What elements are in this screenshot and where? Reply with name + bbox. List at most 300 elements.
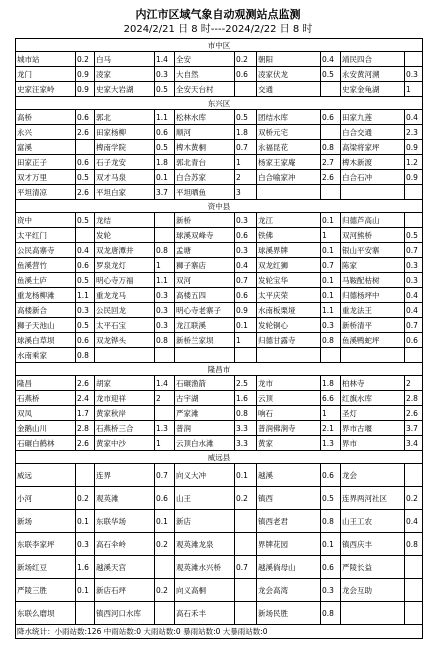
- rainfall-value: [235, 348, 257, 363]
- rainfall-value: 1.3: [321, 436, 341, 451]
- rainfall-value: [405, 52, 423, 67]
- rainfall-value: 0.2: [235, 52, 257, 67]
- rainfall-value: 0.7: [235, 140, 257, 155]
- rainfall-value: 1.1: [155, 273, 175, 288]
- rainfall-value: 0.3: [235, 213, 257, 228]
- rainfall-value: 0.8: [321, 510, 341, 533]
- rain-summary: 降水统计：小雨站数:126 中雨站数:0 大雨站数:0 暴雨站数:0 大暴雨站数:0: [16, 625, 423, 639]
- station-name: 球溪白草坝: [16, 333, 76, 348]
- station-name: 朝阳: [257, 52, 321, 67]
- station-name: 陈家: [341, 258, 405, 273]
- station-name: 孟塘: [175, 243, 235, 258]
- station-name: 凌家: [95, 67, 155, 82]
- station-name: 龙江: [257, 213, 321, 228]
- station-name: 白合石冲: [341, 170, 405, 185]
- station-name: 龙会: [341, 464, 405, 487]
- table-row: [16, 436, 423, 451]
- rainfall-value: [76, 464, 95, 487]
- station-name: 龙会高湾: [257, 579, 321, 602]
- station-name: 严家滩: [175, 406, 235, 421]
- rainfall-value: 2.5: [235, 376, 257, 391]
- table-row: [16, 243, 423, 258]
- rainfall-value: 2.6: [76, 376, 95, 391]
- rainfall-value: [405, 348, 423, 363]
- station-name: 田家杨柳: [95, 125, 155, 140]
- station-name: 公民高寨寺: [16, 243, 76, 258]
- station-name: 双才万里: [16, 170, 76, 185]
- table-row: [16, 125, 423, 140]
- rainfall-value: 0.8: [155, 333, 175, 348]
- rainfall-value: 0.3: [405, 258, 423, 273]
- rainfall-value: 0.1: [235, 318, 257, 333]
- rainfall-value: 0.6: [76, 110, 95, 125]
- rainfall-value: 2.8: [405, 391, 423, 406]
- station-name: 城市站: [16, 52, 76, 67]
- rainfall-value: 0.9: [235, 303, 257, 318]
- station-name: 新桥清平: [341, 318, 405, 333]
- station-name: 镇西老君: [257, 510, 321, 533]
- station-name: 球溪双峰寺: [175, 228, 235, 243]
- station-name: 越溪天宫: [95, 556, 155, 579]
- rainfall-value: [405, 579, 423, 602]
- station-name: 田家九莲: [341, 110, 405, 125]
- rainfall-value: 0.3: [155, 318, 175, 333]
- rainfall-value: 2: [235, 170, 257, 185]
- rainfall-value: [155, 602, 175, 625]
- rainfall-value: 0.3: [155, 303, 175, 318]
- rainfall-value: 0.6: [235, 228, 257, 243]
- station-name: 龙江联溪: [175, 318, 235, 333]
- station-name: 双龙铧头: [95, 333, 155, 348]
- station-name: 马鞍配枯树: [341, 273, 405, 288]
- station-name: 新桥兰家坝: [175, 333, 235, 348]
- rainfall-value: 0.2: [76, 52, 95, 67]
- rainfall-value: 0.6: [76, 155, 95, 170]
- station-name: [257, 185, 321, 200]
- station-name: 石碾白鹤林: [16, 436, 76, 451]
- rainfall-value: [155, 348, 175, 363]
- station-name: 明心寺老寨子: [175, 303, 235, 318]
- station-name: 田家正子: [16, 155, 76, 170]
- table-row: [16, 273, 423, 288]
- rainfall-value: 0.5: [235, 110, 257, 125]
- rainfall-value: 1.1: [76, 288, 95, 303]
- rainfall-value: 3.7: [155, 185, 175, 200]
- station-name: 向义大冲: [175, 464, 235, 487]
- rainfall-value: 1.2: [405, 155, 423, 170]
- rainfall-value: 0.9: [405, 170, 423, 185]
- station-name: 连界: [95, 464, 155, 487]
- station-name: 黄家中沙: [95, 436, 155, 451]
- station-name: 双龙唐潭井: [95, 243, 155, 258]
- rainfall-value: [155, 228, 175, 243]
- rainfall-value: 0.8: [321, 333, 341, 348]
- rainfall-value: 0.4: [76, 243, 95, 258]
- station-name: 高石禾丰: [175, 602, 235, 625]
- rainfall-value: 1: [235, 333, 257, 348]
- station-name: 平坦晒鱼: [175, 185, 235, 200]
- table-row: [16, 406, 423, 421]
- station-name: 重龙杨柳滩: [16, 288, 76, 303]
- station-name: 平坦白家: [95, 185, 155, 200]
- section-header-row: [16, 451, 423, 464]
- station-name: 龙会互助: [341, 579, 405, 602]
- station-name: 严陵长益: [341, 556, 405, 579]
- station-name: 石燕桥: [16, 391, 76, 406]
- rainfall-value: 0.6: [76, 258, 95, 273]
- rainfall-value: [321, 82, 341, 97]
- section-title: 东兴区: [16, 97, 423, 110]
- station-name: 红旗水库: [341, 391, 405, 406]
- station-name: 球溪界牌: [257, 243, 321, 258]
- station-name: 鱼溪鸭蛇坪: [341, 333, 405, 348]
- station-name: 平坦清凉: [16, 185, 76, 200]
- station-name: 永福昆花: [257, 140, 321, 155]
- station-name: 柏林寺: [341, 376, 405, 391]
- station-name: [95, 348, 155, 363]
- rainfall-value: 1.4: [155, 52, 175, 67]
- rainfall-value: [235, 510, 257, 533]
- rainfall-value: 0.3: [76, 533, 95, 556]
- rainfall-value: 2.6: [76, 436, 95, 451]
- table-row: [16, 185, 423, 200]
- station-name: 观英滩: [95, 487, 155, 510]
- rainfall-value: 0.5: [155, 140, 175, 155]
- station-name: 古宇湖: [175, 391, 235, 406]
- station-name: 富溪: [16, 140, 76, 155]
- rainfall-value: 2.3: [405, 125, 423, 140]
- station-name: 太平红门: [16, 228, 76, 243]
- station-name: 双凤: [16, 406, 76, 421]
- section-title: 威远县: [16, 451, 423, 464]
- station-table: [15, 38, 423, 639]
- station-name: 高石伞岭: [95, 533, 155, 556]
- station-name: [257, 348, 321, 363]
- table-row: [16, 213, 423, 228]
- table-row: [16, 303, 423, 318]
- table-row: [16, 110, 423, 125]
- table-row: [16, 510, 423, 533]
- rainfall-value: 1.8: [155, 155, 175, 170]
- table-row: [16, 348, 423, 363]
- rainfall-value: [405, 185, 423, 200]
- rainfall-value: 1: [235, 155, 257, 170]
- rainfall-value: 0.4: [235, 258, 257, 273]
- station-name: 白马: [95, 52, 155, 67]
- rainfall-value: 0.8: [321, 140, 341, 155]
- rainfall-value: 2.6: [76, 125, 95, 140]
- station-name: 顺河: [175, 125, 235, 140]
- rainfall-value: 3.3: [235, 436, 257, 451]
- station-name: 白合苏家: [175, 170, 235, 185]
- rainfall-value: 0.6: [405, 333, 423, 348]
- station-name: 椑南学院: [95, 140, 155, 155]
- station-name: 双桥元宅: [257, 125, 321, 140]
- station-name: 狮子寨店: [175, 258, 235, 273]
- station-name: 永兴: [16, 125, 76, 140]
- rainfall-value: 0.7: [321, 258, 341, 273]
- rainfall-value: 0.6: [321, 464, 341, 487]
- rainfall-value: 0.1: [321, 213, 341, 228]
- station-name: 双才马泉: [95, 170, 155, 185]
- rainfall-value: 2.6: [321, 170, 341, 185]
- station-name: 黄家秋岸: [95, 406, 155, 421]
- rainfall-value: 1: [321, 406, 341, 421]
- station-name: 普润佛涧寺: [257, 421, 321, 436]
- station-name: 向义高桐: [175, 579, 235, 602]
- rainfall-value: [321, 125, 341, 140]
- station-name: 龙门: [16, 67, 76, 82]
- rainfall-value: 2.1: [321, 421, 341, 436]
- station-name: 史家汪家岭: [16, 82, 76, 97]
- station-name: 石子龙安: [95, 155, 155, 170]
- table-row: [16, 258, 423, 273]
- rainfall-value: 0.5: [155, 82, 175, 97]
- station-name: 发轮宝华: [257, 273, 321, 288]
- rainfall-value: 0.4: [405, 303, 423, 318]
- rainfall-value: 0.4: [321, 52, 341, 67]
- rainfall-value: 1: [155, 436, 175, 451]
- station-name: [341, 185, 405, 200]
- rainfall-value: 1: [155, 258, 175, 273]
- rainfall-value: 0.7: [405, 243, 423, 258]
- station-name: 罗泉龙灯: [95, 258, 155, 273]
- rainfall-value: 0.3: [321, 318, 341, 333]
- section-header-row: [16, 200, 423, 213]
- rainfall-value: 0.9: [76, 82, 95, 97]
- rainfall-value: 0.5: [321, 67, 341, 82]
- table-row: [16, 155, 423, 170]
- rainfall-value: 0.4: [405, 110, 423, 125]
- rainfall-value: 0.5: [321, 487, 341, 510]
- rainfall-value: 0.1: [321, 243, 341, 258]
- station-name: 公民回龙: [95, 303, 155, 318]
- table-row: [16, 602, 423, 625]
- rainfall-value: 1.4: [155, 376, 175, 391]
- rainfall-value: 0.3: [405, 67, 423, 82]
- station-name: 资中: [16, 213, 76, 228]
- rainfall-value: 2.6: [405, 406, 423, 421]
- station-name: 界市古堰: [341, 421, 405, 436]
- station-name: 白合交通: [341, 125, 405, 140]
- station-name: 鱼溪土庐: [16, 273, 76, 288]
- rainfall-value: 1.6: [235, 391, 257, 406]
- rainfall-value: [235, 579, 257, 602]
- rainfall-value: 0.9: [76, 67, 95, 82]
- station-name: 石碾渔箭: [175, 376, 235, 391]
- station-name: 发轮铜心: [257, 318, 321, 333]
- station-name: 高桥: [16, 110, 76, 125]
- rainfall-value: 0.6: [321, 110, 341, 125]
- rainfall-value: 0.6: [235, 288, 257, 303]
- rainfall-value: 0.2: [405, 487, 423, 510]
- station-name: 椑木黄桐: [175, 140, 235, 155]
- station-name: 太平庆荣: [257, 288, 321, 303]
- station-name: 全安: [175, 52, 235, 67]
- station-name: 东联李家坪: [16, 533, 76, 556]
- station-name: 隆昌: [16, 376, 76, 391]
- station-name: 凌家伏龙: [257, 67, 321, 82]
- table-row: [16, 556, 423, 579]
- rainfall-value: 0.5: [76, 318, 95, 333]
- rainfall-value: 0.5: [405, 228, 423, 243]
- rainfall-value: [405, 213, 423, 228]
- rainfall-value: [405, 556, 423, 579]
- table-row: [16, 391, 423, 406]
- section-header-row: [16, 363, 423, 376]
- station-name: 金鹅山川: [16, 421, 76, 436]
- station-name: 小河: [16, 487, 76, 510]
- station-name: 新桥: [175, 213, 235, 228]
- station-name: 松林水库: [175, 110, 235, 125]
- rainfall-value: 0.3: [405, 273, 423, 288]
- station-name: 史家金龟湖: [341, 82, 405, 97]
- rainfall-value: 0.1: [76, 579, 95, 602]
- rainfall-value: [235, 533, 257, 556]
- station-name: 椑木新渡: [341, 155, 405, 170]
- rainfall-value: 2: [405, 376, 423, 391]
- table-row: [16, 464, 423, 487]
- station-name: 界牌花园: [257, 533, 321, 556]
- station-name: 新场民胜: [257, 602, 321, 625]
- rainfall-value: 1.8: [321, 376, 341, 391]
- station-name: 新店: [175, 510, 235, 533]
- station-name: 高梁将家坪: [341, 140, 405, 155]
- footer-row: [16, 625, 423, 639]
- rainfall-value: 0.7: [235, 556, 257, 579]
- station-name: 普润: [175, 421, 235, 436]
- rainfall-value: 0.8: [155, 243, 175, 258]
- station-name: 靖民四合: [341, 52, 405, 67]
- rainfall-value: 0.6: [76, 333, 95, 348]
- section-title: 隆昌市: [16, 363, 423, 376]
- rainfall-value: [235, 602, 257, 625]
- rainfall-value: 0.6: [321, 556, 341, 579]
- rainfall-value: 3: [235, 185, 257, 200]
- rainfall-value: 0.3: [155, 288, 175, 303]
- rainfall-value: 0.8: [76, 348, 95, 363]
- station-name: 严陵三胜: [16, 579, 76, 602]
- rainfall-value: 0.3: [155, 67, 175, 82]
- station-name: 交通: [257, 82, 321, 97]
- table-row: [16, 421, 423, 436]
- station-name: 观英滩水兴桥: [175, 556, 235, 579]
- table-row: [16, 140, 423, 155]
- period-subtitle: 2024/2/21 日 8 时----2024/2/22 日 8 时: [123, 24, 313, 35]
- section-title: 资中县: [16, 200, 423, 213]
- rainfall-value: 0.2: [76, 487, 95, 510]
- table-row: [16, 288, 423, 303]
- rainfall-value: 1.6: [76, 556, 95, 579]
- rainfall-value: 0.1: [155, 510, 175, 533]
- rainfall-value: 0.8: [321, 602, 341, 625]
- station-name: 云顶白水滩: [175, 436, 235, 451]
- station-name: 银山平安寨: [341, 243, 405, 258]
- rainfall-value: 0.1: [235, 464, 257, 487]
- rainfall-value: 0.4: [405, 288, 423, 303]
- table-row: [16, 318, 423, 333]
- page-title: 内江市区域气象自动观测站点监测: [135, 8, 301, 21]
- table-row: [16, 82, 423, 97]
- station-name: 山王工农: [341, 510, 405, 533]
- rainfall-value: 0.5: [76, 273, 95, 288]
- station-table-body: [16, 39, 423, 625]
- rainfall-value: 1: [405, 82, 423, 97]
- rainfall-value: 1.7: [76, 406, 95, 421]
- rainfall-value: 0.3: [235, 243, 257, 258]
- table-row: [16, 170, 423, 185]
- station-name: 石燕桥三合: [95, 421, 155, 436]
- station-name: 镇西: [257, 487, 321, 510]
- rainfall-value: 0.7: [405, 318, 423, 333]
- station-name: 响石: [257, 406, 321, 421]
- rainfall-value: [405, 464, 423, 487]
- rainfall-value: [155, 213, 175, 228]
- station-name: 归德芦高山: [341, 213, 405, 228]
- station-name: 明心寺万福: [95, 273, 155, 288]
- rainfall-value: 0.3: [76, 303, 95, 318]
- rainfall-value: 1.3: [155, 421, 175, 436]
- station-name: 越溪: [257, 464, 321, 487]
- rainfall-value: 1.1: [155, 110, 175, 125]
- section-header-row: [16, 39, 423, 52]
- rainfall-value: 0.7: [235, 273, 257, 288]
- station-name: 水南乘家: [16, 348, 76, 363]
- rainfall-value: 1.1: [321, 303, 341, 318]
- station-name: 云顶: [257, 391, 321, 406]
- rainfall-value: 0.4: [405, 510, 423, 533]
- station-name: 太平石宝: [95, 318, 155, 333]
- rainfall-value: 1.8: [235, 125, 257, 140]
- station-name: 归德杨坪中: [341, 288, 405, 303]
- station-name: 龙市迎祥: [95, 391, 155, 406]
- rainfall-value: 2.7: [321, 155, 341, 170]
- station-name: 郭北: [95, 110, 155, 125]
- rainfall-value: 0.1: [155, 170, 175, 185]
- table-row: [16, 52, 423, 67]
- station-name: 镇西河口水库: [95, 602, 155, 625]
- rainfall-value: 0.1: [321, 288, 341, 303]
- table-row: [16, 533, 423, 556]
- station-name: [175, 348, 235, 363]
- rainfall-value: [321, 348, 341, 363]
- station-name: 水南板栗垭: [257, 303, 321, 318]
- station-name: 龙结: [95, 213, 155, 228]
- rainfall-value: 0.8: [235, 406, 257, 421]
- rainfall-value: 0.6: [155, 487, 175, 510]
- station-name: 发轮: [95, 228, 155, 243]
- rainfall-value: 2.4: [76, 391, 95, 406]
- station-name: 归德甘露寺: [257, 333, 321, 348]
- rainfall-value: 0.1: [321, 273, 341, 288]
- station-name: [341, 348, 405, 363]
- station-name: 圣灯: [341, 406, 405, 421]
- station-name: 新店石坪: [95, 579, 155, 602]
- rainfall-value: [321, 185, 341, 200]
- station-name: 郭北青台: [175, 155, 235, 170]
- table-row: [16, 67, 423, 82]
- station-name: 威远: [16, 464, 76, 487]
- station-name: 双龙红狮: [257, 258, 321, 273]
- rainfall-value: 3.7: [405, 421, 423, 436]
- table-row: [16, 579, 423, 602]
- rainfall-value: 2.6: [76, 185, 95, 200]
- station-name: 新场红豆: [16, 556, 76, 579]
- rainfall-value: 0.1: [321, 533, 341, 556]
- station-name: 东联么磨坝: [16, 602, 76, 625]
- station-name: 史家大岩湖: [95, 82, 155, 97]
- station-name: 重龙龙马: [95, 288, 155, 303]
